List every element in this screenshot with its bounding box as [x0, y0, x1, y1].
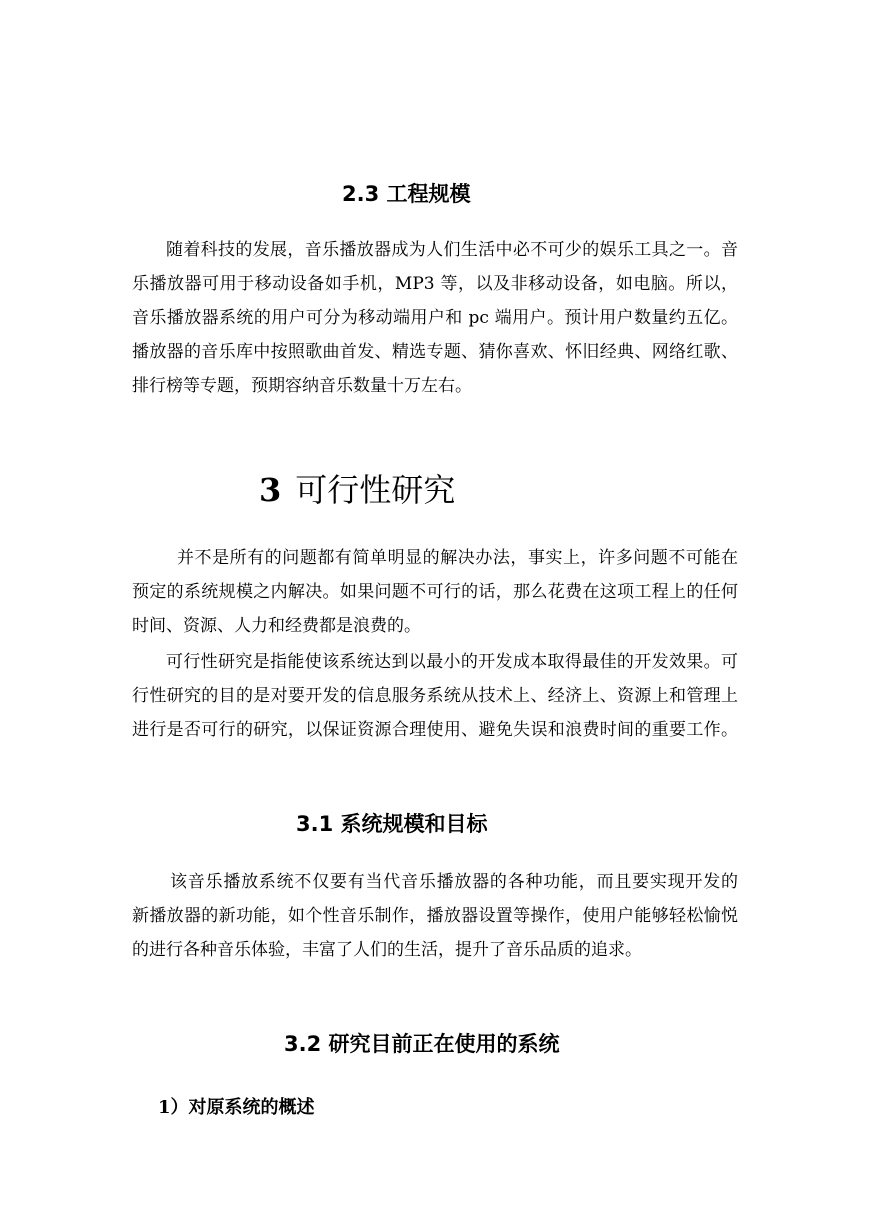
chapter-3-heading — [259, 470, 455, 510]
chapter-3-p2-line-3: 进行是否可行的研究，以保证资源合理使用、避免失误和浪费时间的重要工作。 — [132, 720, 738, 740]
chapter-3-p2-line-1: 可行性研究是指能使该系统达到以最小的开发成本取得最佳的开发效果。可 — [166, 652, 738, 672]
section-3-1-line-2: 新播放器的新功能，如个性音乐制作，播放器设置等操作，使用户能够轻松愉悦 — [132, 906, 738, 926]
chapter-3-p1-line-2: 预定的系统规模之内解决。如果问题不可行的话，那么花费在这项工程上的任何 — [132, 582, 738, 602]
section-2-3-line-1: 随着科技的发展，音乐播放器成为人们生活中必不可少的娱乐工具之一。音 — [166, 240, 738, 260]
section-3-1-line-3: 的进行各种音乐体验，丰富了人们的生活，提升了音乐品质的追求。 — [132, 940, 642, 960]
section-2-3-line-5: 排行榜等专题，预期容纳音乐数量十万左右。 — [132, 376, 472, 396]
chapter-3-p1-line-3: 时间、资源、人力和经费都是浪费的。 — [132, 616, 421, 636]
section-2-3-line-3: 音乐播放器系统的用户可分为移动端用户和 pc 端用户。预计用户数量约五亿。 — [132, 308, 738, 328]
chapter-3-title: 可行性研究 — [295, 471, 456, 509]
section-2-3-heading: 2.3 工程规模 — [342, 182, 471, 206]
section-3-2-heading: 3.2 研究目前正在使用的系统 — [284, 1032, 560, 1056]
section-2-3-line-4: 播放器的音乐库中按照歌曲首发、精选专题、猜你喜欢、怀旧经典、网络红歌、 — [132, 342, 738, 362]
chapter-3-p1-line-1: 并不是所有的问题都有简单明显的解决办法，事实上，许多问题不可能在 — [177, 548, 738, 568]
chapter-3-p2-line-2: 行性研究的目的是对要开发的信息服务系统从技术上、经济上、资源上和管理上 — [132, 686, 738, 706]
section-2-3-line-2: 乐播放器可用于移动设备如手机，MP3 等，以及非移动设备，如电脑。所以， — [132, 274, 738, 294]
chapter-3-number: 3 — [259, 471, 282, 509]
section-3-1-heading: 3.1 系统规模和目标 — [296, 812, 488, 836]
section-3-2-subheading: 1）对原系统的概述 — [158, 1097, 315, 1118]
section-3-1-line-1: 该音乐播放系统不仅要有当代音乐播放器的各种功能，而且要实现开发的 — [170, 872, 738, 892]
